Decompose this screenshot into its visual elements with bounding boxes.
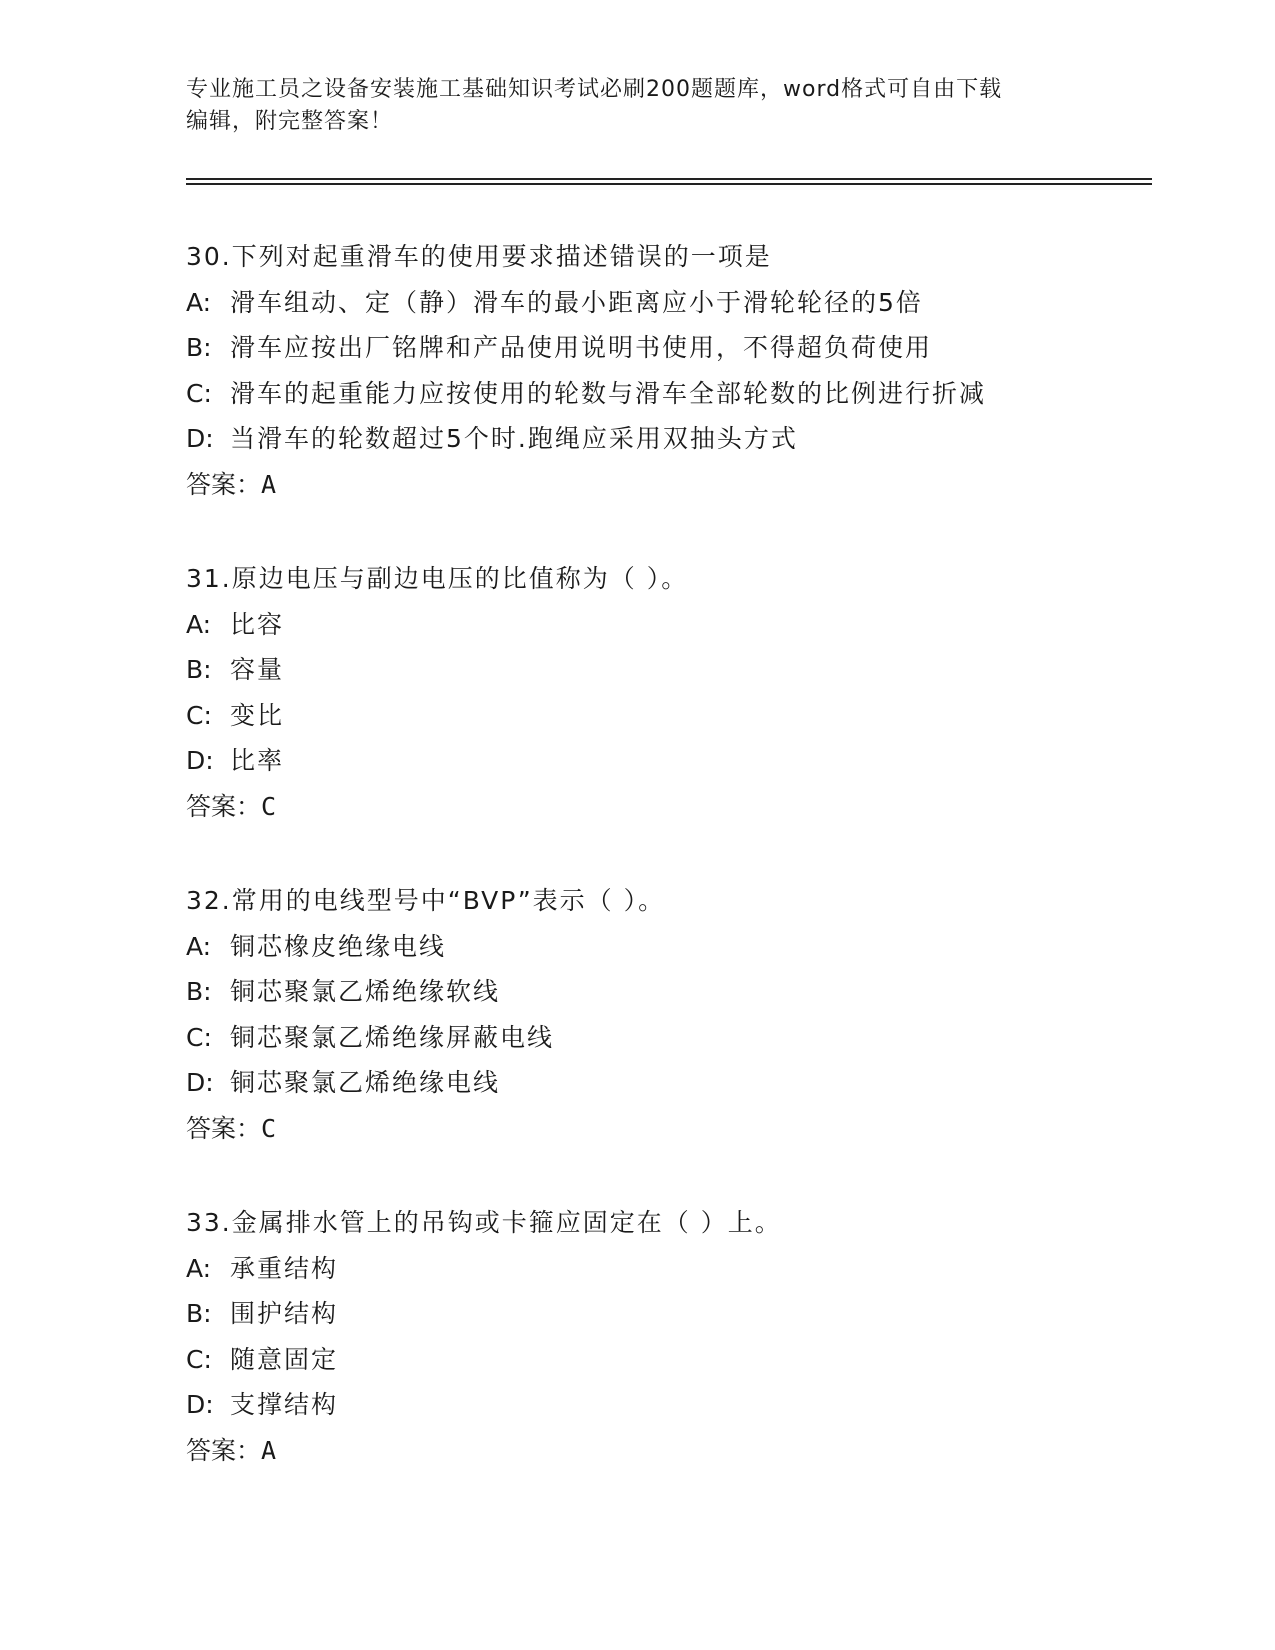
option-text: 当滑车的轮数超过5个时.跑绳应采用双抽头方式 [230, 424, 798, 453]
option-d [186, 416, 1186, 462]
answer-label: 答案： [186, 1435, 262, 1465]
option-d [186, 1382, 1186, 1428]
option-b [186, 647, 1186, 693]
option-a [186, 1246, 1186, 1292]
option-c [186, 693, 1186, 739]
question-31 [186, 556, 1186, 829]
answer-value: C [261, 791, 277, 821]
option-letter: D: [186, 1068, 214, 1097]
option-text: 滑车的起重能力应按使用的轮数与滑车全部轮数的比例进行折减 [230, 378, 987, 408]
question-list [186, 234, 1186, 1522]
question-32 [186, 878, 1186, 1151]
option-letter: D: [186, 746, 214, 775]
option-b [186, 1291, 1186, 1337]
option-text: 铜芯橡皮绝缘电线 [230, 931, 447, 961]
option-a [186, 924, 1186, 970]
option-c [186, 371, 1186, 417]
option-letter: A: [186, 609, 212, 639]
header-title-line-2: 编辑，附完整答案！ [186, 109, 394, 134]
option-c [186, 1337, 1186, 1383]
question-33 [186, 1200, 1186, 1473]
option-letter: C: [186, 1344, 212, 1374]
option-letter: B: [186, 977, 212, 1006]
header-divider-bottom [186, 183, 1152, 185]
option-a [186, 280, 1186, 326]
option-text: 比率 [230, 746, 285, 775]
answer-value: A [261, 469, 277, 499]
option-letter: B: [186, 333, 212, 362]
answer-line [186, 1428, 1186, 1474]
option-d [186, 1060, 1186, 1106]
header-divider-top [186, 178, 1152, 180]
question-stem: 31.原边电压与副边电压的比值称为（ ）。 [186, 564, 689, 593]
answer-label: 答案： [186, 469, 262, 499]
answer-value: C [261, 1113, 277, 1143]
question-30 [186, 234, 1186, 507]
option-text: 铜芯聚氯乙烯绝缘屏蔽电线 [230, 1022, 555, 1052]
option-letter: A: [186, 931, 212, 961]
answer-line [186, 1106, 1186, 1152]
option-text: 围护结构 [230, 1299, 339, 1328]
option-text: 随意固定 [230, 1344, 339, 1374]
option-letter: D: [186, 1390, 214, 1419]
answer-value: A [261, 1435, 277, 1465]
option-text: 支撑结构 [230, 1390, 339, 1419]
option-c [186, 1015, 1186, 1061]
option-text: 滑车组动、定（静）滑车的最小距离应小于滑轮轮径的5倍 [230, 287, 923, 317]
answer-line [186, 784, 1186, 830]
question-stem: 30.下列对起重滑车的使用要求描述错误的一项是 [186, 242, 772, 271]
option-d [186, 738, 1186, 784]
option-b [186, 969, 1186, 1015]
header-title-line-1: 专业施工员之设备安装施工基础知识考试必刷200题题库，word格式可自由下载 [186, 77, 1003, 102]
option-letter: C: [186, 378, 212, 408]
option-letter: D: [186, 424, 214, 453]
option-text: 承重结构 [230, 1253, 339, 1283]
document-header [186, 74, 1086, 138]
option-a [186, 602, 1186, 648]
option-text: 变比 [230, 700, 285, 730]
option-letter: C: [186, 1022, 212, 1052]
option-letter: B: [186, 655, 212, 684]
option-letter: B: [186, 1299, 212, 1328]
option-text: 铜芯聚氯乙烯绝缘电线 [230, 1068, 501, 1097]
question-stem: 32.常用的电线型号中“BVP”表示（ ）。 [186, 886, 666, 915]
option-text: 铜芯聚氯乙烯绝缘软线 [230, 977, 501, 1006]
option-letter: A: [186, 1253, 212, 1283]
option-text: 滑车应按出厂铭牌和产品使用说明书使用，不得超负荷使用 [230, 333, 933, 362]
option-text: 比容 [230, 609, 285, 639]
option-letter: A: [186, 287, 212, 317]
question-stem: 33.金属排水管上的吊钩或卡箍应固定在（ ）上。 [186, 1208, 782, 1237]
answer-line [186, 462, 1186, 508]
answer-label: 答案： [186, 1113, 262, 1143]
answer-label: 答案： [186, 791, 262, 821]
option-letter: C: [186, 700, 212, 730]
option-text: 容量 [230, 655, 285, 684]
option-b [186, 325, 1186, 371]
